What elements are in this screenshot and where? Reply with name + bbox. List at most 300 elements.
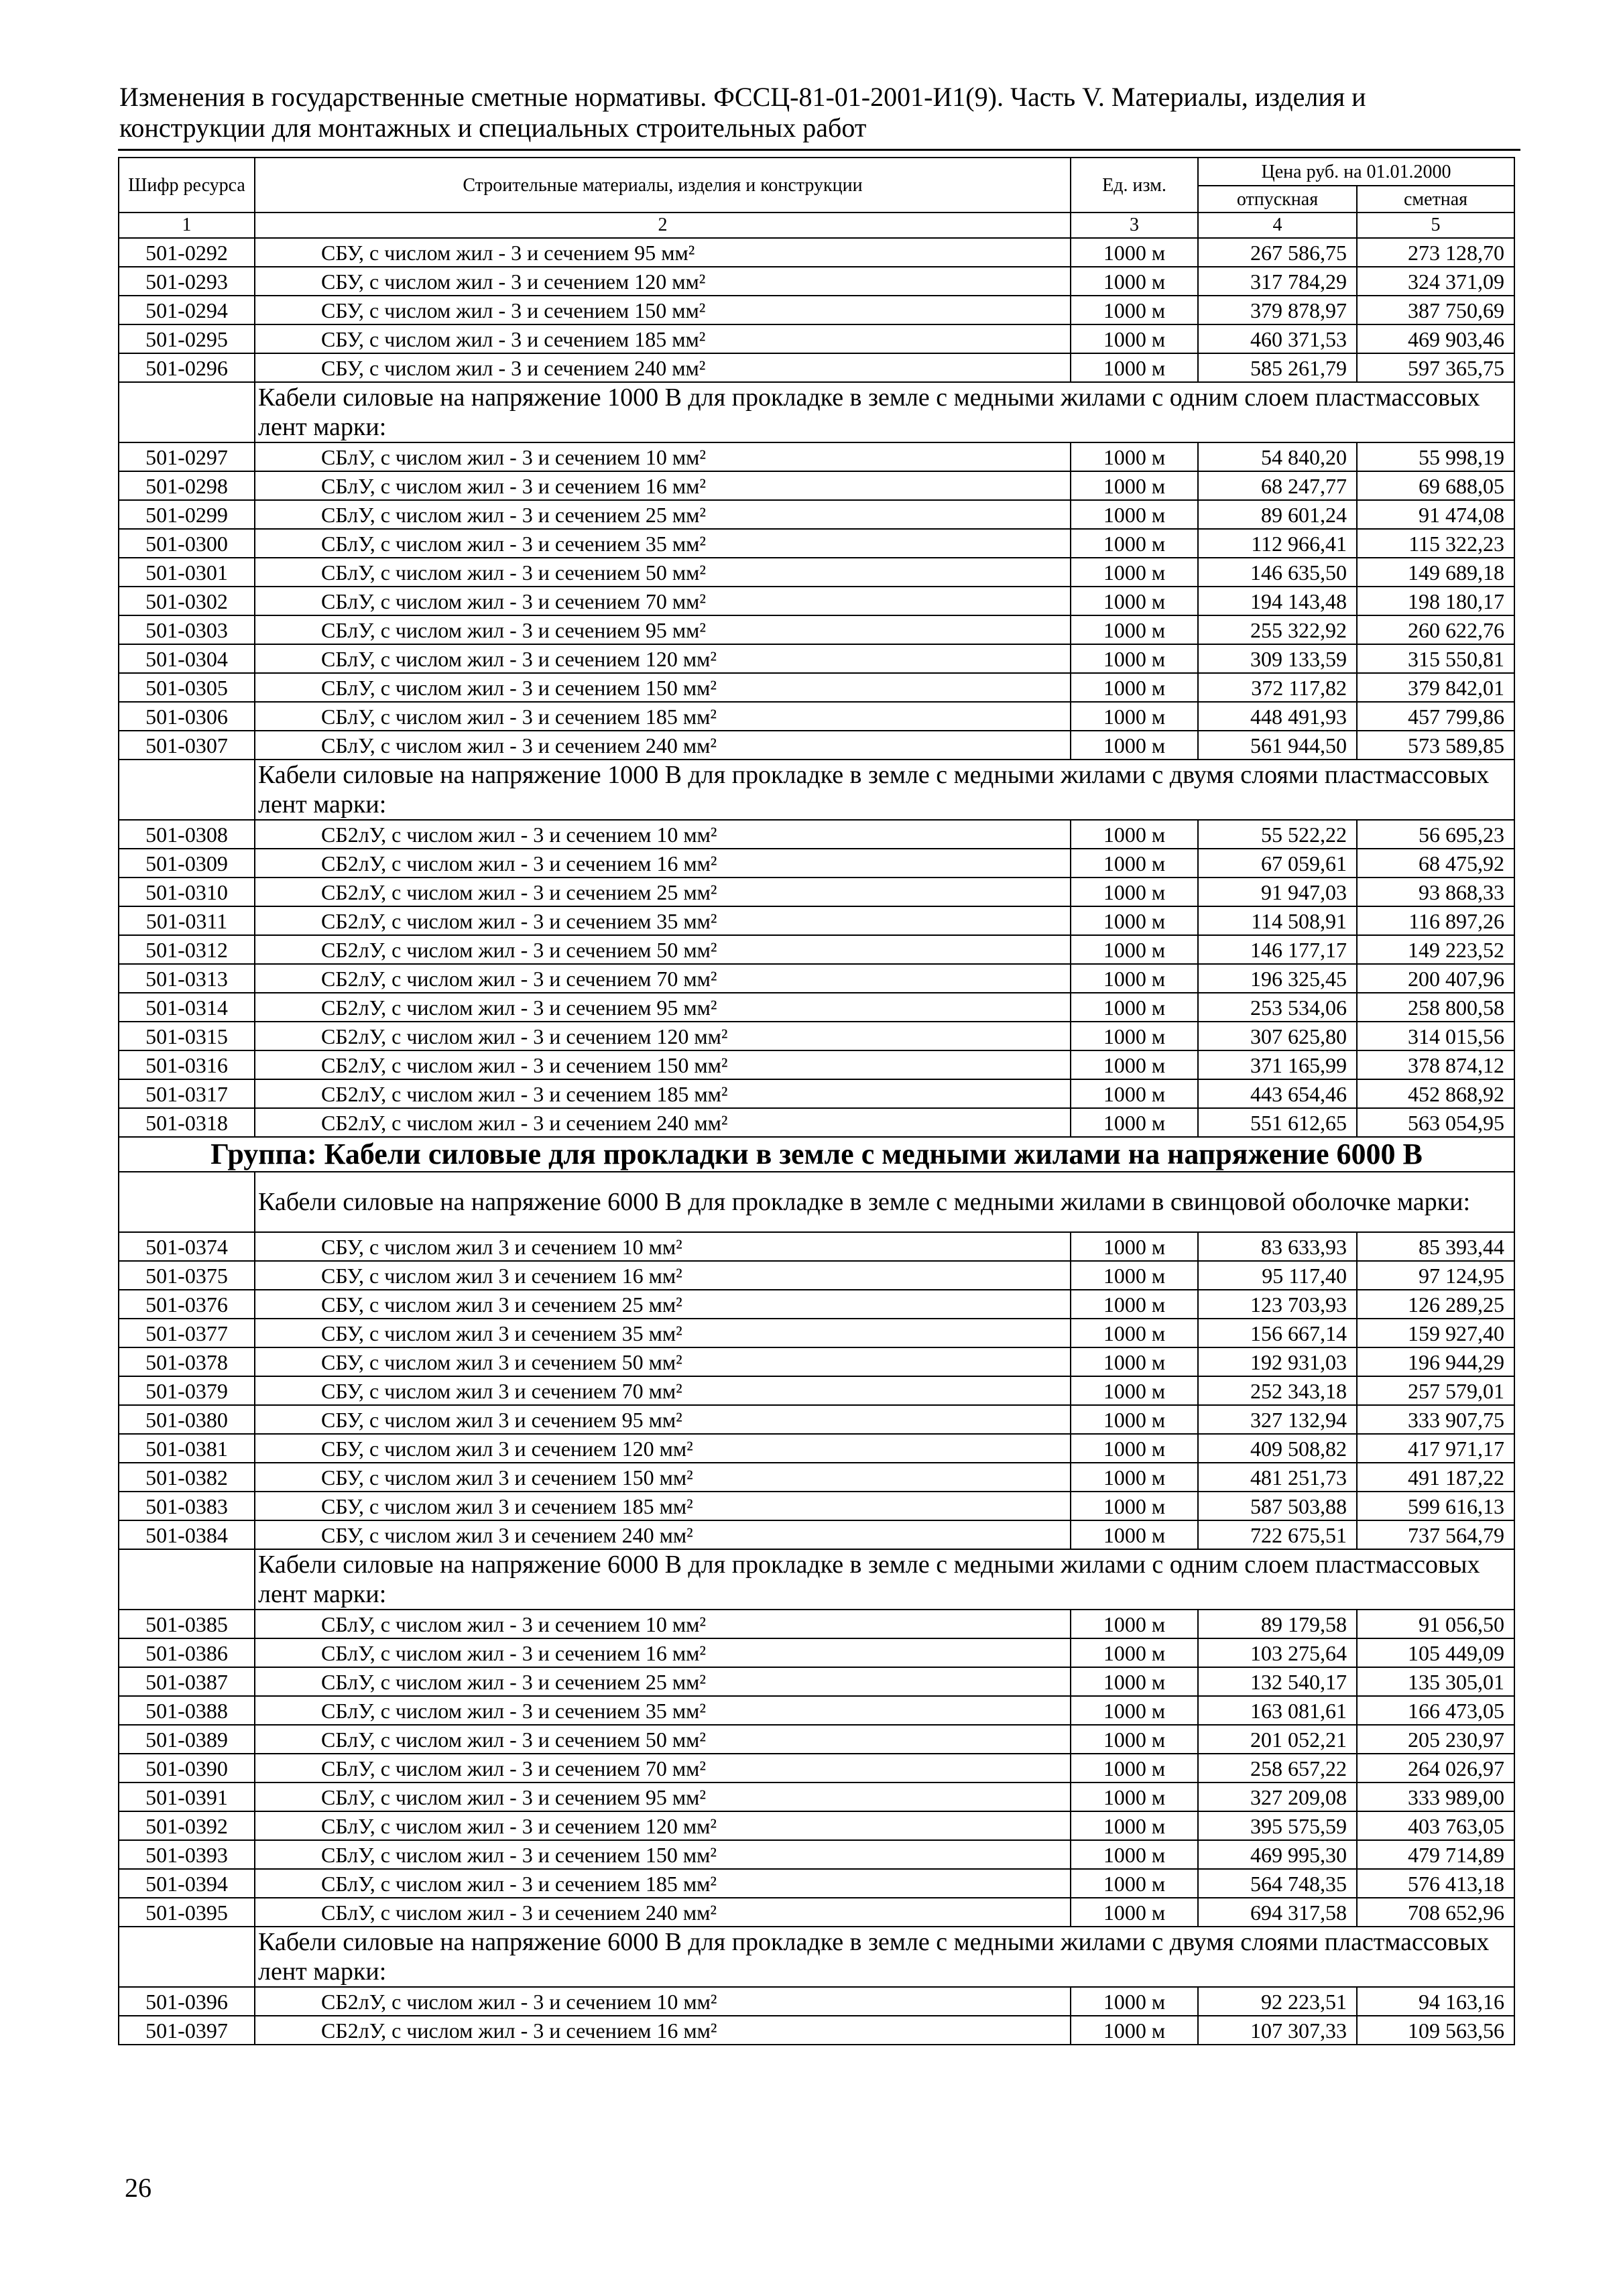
release-price-cell: 372 117,82: [1198, 673, 1357, 702]
unit-cell: 1000 м: [1071, 1232, 1198, 1261]
resource-code-cell: 501-0301: [119, 558, 255, 587]
estimate-price-cell: 135 305,01: [1357, 1667, 1514, 1696]
unit-cell: 1000 м: [1071, 558, 1198, 587]
table-row: [119, 1783, 1514, 1811]
header-line-1: Изменения в государственные сметные нормативы. ФССЦ-81-01-2001-И1(9). Часть V. Материалы, изделия и: [119, 82, 1366, 112]
release-price-cell: 201 052,21: [1198, 1725, 1357, 1754]
resource-code-cell: 501-0388: [119, 1696, 255, 1725]
estimate-price-cell: 166 473,05: [1357, 1696, 1514, 1725]
unit-cell: 1000 м: [1071, 1869, 1198, 1898]
estimate-price-cell: 708 652,96: [1357, 1898, 1514, 1927]
release-price-cell: 253 534,06: [1198, 993, 1357, 1022]
release-price-cell: 95 117,40: [1198, 1261, 1357, 1290]
section-heading: Кабели силовые на напряжение 1000 В для прокладке в земле с медными жилами с двумя слоями пластмассовых лент марки:: [255, 760, 1514, 820]
table-row: [119, 849, 1514, 878]
table-row: [119, 993, 1514, 1022]
resource-code-cell: 501-0306: [119, 702, 255, 731]
resource-code-cell: 501-0393: [119, 1840, 255, 1869]
section-heading: Кабели силовые на напряжение 6000 В для прокладке в земле с медными жилами с двумя слоями пластмассовых лент марки:: [255, 1927, 1514, 1987]
estimate-price-cell: 149 223,52: [1357, 935, 1514, 964]
material-name-cell: СБУ, с числом жил - 3 и сечением 120 мм²: [255, 267, 1071, 296]
estimate-price-cell: 85 393,44: [1357, 1232, 1514, 1261]
release-price-cell: 89 601,24: [1198, 500, 1357, 529]
estimate-price-cell: 196 944,29: [1357, 1347, 1514, 1376]
material-name-cell: СБ2лУ, с числом жил - 3 и сечением 185 мм²: [255, 1079, 1071, 1108]
table-row: [119, 1638, 1514, 1667]
resource-code-cell: 501-0302: [119, 587, 255, 615]
material-name-cell: СБлУ, с числом жил - 3 и сечением 185 мм²: [255, 702, 1071, 731]
section-row: [119, 382, 1514, 442]
release-price-cell: 255 322,92: [1198, 615, 1357, 644]
unit-cell: 1000 м: [1071, 2016, 1198, 2045]
estimate-price-cell: 599 616,13: [1357, 1492, 1514, 1520]
material-name-cell: СБ2лУ, с числом жил - 3 и сечением 25 мм²: [255, 878, 1071, 906]
resource-code-cell: 501-0315: [119, 1022, 255, 1050]
release-price-cell: 327 209,08: [1198, 1783, 1357, 1811]
material-name-cell: СБ2лУ, с числом жил - 3 и сечением 240 мм²: [255, 1108, 1071, 1137]
material-name-cell: СБ2лУ, с числом жил - 3 и сечением 10 мм²: [255, 1987, 1071, 2016]
unit-cell: 1000 м: [1071, 1434, 1198, 1463]
release-price-cell: 194 143,48: [1198, 587, 1357, 615]
col-header-code: Шифр ресурса: [119, 158, 255, 213]
unit-cell: 1000 м: [1071, 1492, 1198, 1520]
table-row: [119, 1290, 1514, 1319]
section-row: [119, 1172, 1514, 1232]
estimate-price-cell: 264 026,97: [1357, 1754, 1514, 1783]
estimate-price-cell: 257 579,01: [1357, 1376, 1514, 1405]
table-row: [119, 1898, 1514, 1927]
material-name-cell: СБУ, с числом жил 3 и сечением 16 мм²: [255, 1261, 1071, 1290]
material-name-cell: СБлУ, с числом жил - 3 и сечением 185 мм²: [255, 1869, 1071, 1898]
material-name-cell: СБ2лУ, с числом жил - 3 и сечением 50 мм²: [255, 935, 1071, 964]
table-row: [119, 1434, 1514, 1463]
table-row: [119, 1079, 1514, 1108]
release-price-cell: 89 179,58: [1198, 1610, 1357, 1638]
estimate-price-cell: 379 842,01: [1357, 673, 1514, 702]
table-row: [119, 964, 1514, 993]
resource-code-cell: 501-0396: [119, 1987, 255, 2016]
estimate-price-cell: 387 750,69: [1357, 296, 1514, 324]
unit-cell: 1000 м: [1071, 1290, 1198, 1319]
resource-code-cell: 501-0293: [119, 267, 255, 296]
section-heading: Кабели силовые на напряжение 6000 В для прокладке в земле с медными жилами с одним слоем пластмассовых лент марки:: [255, 1549, 1514, 1610]
estimate-price-cell: 315 550,81: [1357, 644, 1514, 673]
release-price-cell: 309 133,59: [1198, 644, 1357, 673]
material-name-cell: СБУ, с числом жил 3 и сечением 240 мм²: [255, 1520, 1071, 1549]
unit-cell: 1000 м: [1071, 1987, 1198, 2016]
resource-code-cell: 501-0303: [119, 615, 255, 644]
material-name-cell: СБлУ, с числом жил - 3 и сечением 50 мм²: [255, 558, 1071, 587]
material-name-cell: СБлУ, с числом жил - 3 и сечением 95 мм²: [255, 615, 1071, 644]
resource-code-cell: 501-0390: [119, 1754, 255, 1783]
release-price-cell: 267 586,75: [1198, 238, 1357, 267]
table-row: [119, 2016, 1514, 2045]
table-row: [119, 500, 1514, 529]
release-price-cell: 252 343,18: [1198, 1376, 1357, 1405]
material-name-cell: СБлУ, с числом жил - 3 и сечением 120 мм²: [255, 644, 1071, 673]
estimate-price-cell: 563 054,95: [1357, 1108, 1514, 1137]
material-name-cell: СБ2лУ, с числом жил - 3 и сечением 10 мм²: [255, 820, 1071, 849]
estimate-price-cell: 469 903,46: [1357, 324, 1514, 353]
col-header-price: Цена руб. на 01.01.2000: [1198, 158, 1514, 186]
unit-cell: 1000 м: [1071, 702, 1198, 731]
release-price-cell: 91 947,03: [1198, 878, 1357, 906]
material-name-cell: СБУ, с числом жил 3 и сечением 25 мм²: [255, 1290, 1071, 1319]
estimate-price-cell: 94 163,16: [1357, 1987, 1514, 2016]
material-name-cell: СБлУ, с числом жил - 3 и сечением 70 мм²: [255, 587, 1071, 615]
table-row: [119, 1610, 1514, 1638]
table-row: [119, 1667, 1514, 1696]
release-price-cell: 561 944,50: [1198, 731, 1357, 760]
estimate-price-cell: 91 474,08: [1357, 500, 1514, 529]
table-row: [119, 935, 1514, 964]
material-name-cell: СБлУ, с числом жил - 3 и сечением 95 мм²: [255, 1783, 1071, 1811]
unit-cell: 1000 м: [1071, 849, 1198, 878]
resource-code-cell: 501-0394: [119, 1869, 255, 1898]
header-line-2: конструкции для монтажных и специальных строительных работ: [119, 113, 867, 143]
price-table-body: [119, 158, 1514, 2045]
unit-cell: 1000 м: [1071, 442, 1198, 471]
document-header: [119, 82, 1527, 143]
table-row: [119, 644, 1514, 673]
unit-cell: 1000 м: [1071, 238, 1198, 267]
unit-cell: 1000 м: [1071, 471, 1198, 500]
resource-code-cell: 501-0308: [119, 820, 255, 849]
unit-cell: 1000 м: [1071, 673, 1198, 702]
resource-code-cell: 501-0374: [119, 1232, 255, 1261]
material-name-cell: СБУ, с числом жил 3 и сечением 150 мм²: [255, 1463, 1071, 1492]
resource-code-cell: 501-0383: [119, 1492, 255, 1520]
resource-code-cell: 501-0307: [119, 731, 255, 760]
table-row: [119, 324, 1514, 353]
unit-cell: 1000 м: [1071, 1520, 1198, 1549]
unit-cell: 1000 м: [1071, 1079, 1198, 1108]
release-price-cell: 146 635,50: [1198, 558, 1357, 587]
estimate-price-cell: 97 124,95: [1357, 1261, 1514, 1290]
material-name-cell: СБлУ, с числом жил - 3 и сечением 16 мм²: [255, 471, 1071, 500]
table-row: [119, 587, 1514, 615]
estimate-price-cell: 93 868,33: [1357, 878, 1514, 906]
table-row: [119, 1319, 1514, 1347]
resource-code-cell: 501-0380: [119, 1405, 255, 1434]
column-number: 2: [255, 213, 1071, 238]
column-number: 4: [1198, 213, 1357, 238]
material-name-cell: СБУ, с числом жил - 3 и сечением 150 мм²: [255, 296, 1071, 324]
estimate-price-cell: 69 688,05: [1357, 471, 1514, 500]
estimate-price-cell: 333 989,00: [1357, 1783, 1514, 1811]
release-price-cell: 123 703,93: [1198, 1290, 1357, 1319]
estimate-price-cell: 273 128,70: [1357, 238, 1514, 267]
estimate-price-cell: 573 589,85: [1357, 731, 1514, 760]
resource-code-cell: 501-0377: [119, 1319, 255, 1347]
table-row: [119, 1261, 1514, 1290]
resource-code-cell: 501-0313: [119, 964, 255, 993]
estimate-price-cell: 200 407,96: [1357, 964, 1514, 993]
table-row: [119, 702, 1514, 731]
material-name-cell: СБ2лУ, с числом жил - 3 и сечением 95 мм²: [255, 993, 1071, 1022]
column-number-row: [119, 213, 1514, 238]
unit-cell: 1000 м: [1071, 1376, 1198, 1405]
resource-code-cell: 501-0309: [119, 849, 255, 878]
unit-cell: 1000 м: [1071, 878, 1198, 906]
resource-code-cell: 501-0379: [119, 1376, 255, 1405]
material-name-cell: СБ2лУ, с числом жил - 3 и сечением 35 мм²: [255, 906, 1071, 935]
unit-cell: 1000 м: [1071, 1463, 1198, 1492]
table-row: [119, 471, 1514, 500]
table-row: [119, 820, 1514, 849]
table-row: [119, 1811, 1514, 1840]
estimate-price-cell: 403 763,05: [1357, 1811, 1514, 1840]
table-row: [119, 1347, 1514, 1376]
section-heading: Кабели силовые на напряжение 1000 В для прокладке в земле с медными жилами с одним слоем пластмассовых лент марки:: [255, 382, 1514, 442]
table-row: [119, 1463, 1514, 1492]
release-price-cell: 469 995,30: [1198, 1840, 1357, 1869]
table-row: [119, 906, 1514, 935]
resource-code-cell: 501-0387: [119, 1667, 255, 1696]
resource-code-cell: 501-0316: [119, 1050, 255, 1079]
table-row: [119, 878, 1514, 906]
resource-code-cell: 501-0376: [119, 1290, 255, 1319]
estimate-price-cell: 258 800,58: [1357, 993, 1514, 1022]
release-price-cell: 54 840,20: [1198, 442, 1357, 471]
group-row: [119, 1137, 1514, 1172]
estimate-price-cell: 205 230,97: [1357, 1725, 1514, 1754]
release-price-cell: 460 371,53: [1198, 324, 1357, 353]
table-row: [119, 442, 1514, 471]
resource-code-cell: 501-0311: [119, 906, 255, 935]
material-name-cell: СБлУ, с числом жил - 3 и сечением 35 мм²: [255, 1696, 1071, 1725]
resource-code-cell: 501-0312: [119, 935, 255, 964]
unit-cell: 1000 м: [1071, 615, 1198, 644]
resource-code-cell: 501-0296: [119, 353, 255, 382]
resource-code-cell: 501-0292: [119, 238, 255, 267]
material-name-cell: СБлУ, с числом жил - 3 и сечением 70 мм²: [255, 1754, 1071, 1783]
empty-code-cell: [119, 1927, 255, 1987]
material-name-cell: СБУ, с числом жил 3 и сечением 95 мм²: [255, 1405, 1071, 1434]
material-name-cell: СБлУ, с числом жил - 3 и сечением 150 мм²: [255, 1840, 1071, 1869]
release-price-cell: 564 748,35: [1198, 1869, 1357, 1898]
release-price-cell: 107 307,33: [1198, 2016, 1357, 2045]
unit-cell: 1000 м: [1071, 500, 1198, 529]
col-header-release: отпускная: [1198, 186, 1357, 213]
material-name-cell: СБлУ, с числом жил - 3 и сечением 10 мм²: [255, 442, 1071, 471]
empty-code-cell: [119, 760, 255, 820]
release-price-cell: 92 223,51: [1198, 1987, 1357, 2016]
estimate-price-cell: 105 449,09: [1357, 1638, 1514, 1667]
release-price-cell: 163 081,61: [1198, 1696, 1357, 1725]
release-price-cell: 443 654,46: [1198, 1079, 1357, 1108]
column-number: 5: [1357, 213, 1514, 238]
material-name-cell: СБ2лУ, с числом жил - 3 и сечением 150 мм²: [255, 1050, 1071, 1079]
release-price-cell: 83 633,93: [1198, 1232, 1357, 1261]
material-name-cell: СБУ, с числом жил 3 и сечением 120 мм²: [255, 1434, 1071, 1463]
col-header-estimate: сметная: [1357, 186, 1514, 213]
unit-cell: 1000 м: [1071, 353, 1198, 382]
table-row: [119, 1108, 1514, 1137]
material-name-cell: СБ2лУ, с числом жил - 3 и сечением 120 мм²: [255, 1022, 1071, 1050]
estimate-price-cell: 260 622,76: [1357, 615, 1514, 644]
table-row: [119, 267, 1514, 296]
resource-code-cell: 501-0384: [119, 1520, 255, 1549]
material-name-cell: СБлУ, с числом жил - 3 и сечением 240 мм²: [255, 731, 1071, 760]
release-price-cell: 585 261,79: [1198, 353, 1357, 382]
estimate-price-cell: 314 015,56: [1357, 1022, 1514, 1050]
release-price-cell: 481 251,73: [1198, 1463, 1357, 1492]
unit-cell: 1000 м: [1071, 1261, 1198, 1290]
unit-cell: 1000 м: [1071, 1405, 1198, 1434]
estimate-price-cell: 333 907,75: [1357, 1405, 1514, 1434]
material-name-cell: СБлУ, с числом жил - 3 и сечением 240 мм²: [255, 1898, 1071, 1927]
unit-cell: 1000 м: [1071, 964, 1198, 993]
table-row: [119, 1987, 1514, 2016]
release-price-cell: 192 931,03: [1198, 1347, 1357, 1376]
material-name-cell: СБУ, с числом жил - 3 и сечением 240 мм²: [255, 353, 1071, 382]
table-row: [119, 1869, 1514, 1898]
table-row: [119, 238, 1514, 267]
resource-code-cell: 501-0310: [119, 878, 255, 906]
group-heading: Группа: Кабели силовые для прокладки в земле с медными жилами на напряжение 6000 В: [119, 1137, 1514, 1172]
unit-cell: 1000 м: [1071, 1108, 1198, 1137]
estimate-price-cell: 479 714,89: [1357, 1840, 1514, 1869]
estimate-price-cell: 576 413,18: [1357, 1869, 1514, 1898]
estimate-price-cell: 159 927,40: [1357, 1319, 1514, 1347]
release-price-cell: 587 503,88: [1198, 1492, 1357, 1520]
release-price-cell: 722 675,51: [1198, 1520, 1357, 1549]
table-row: [119, 529, 1514, 558]
material-name-cell: СБлУ, с числом жил - 3 и сечением 16 мм²: [255, 1638, 1071, 1667]
release-price-cell: 379 878,97: [1198, 296, 1357, 324]
estimate-price-cell: 116 897,26: [1357, 906, 1514, 935]
unit-cell: 1000 м: [1071, 587, 1198, 615]
resource-code-cell: 501-0305: [119, 673, 255, 702]
column-number: 1: [119, 213, 255, 238]
resource-code-cell: 501-0389: [119, 1725, 255, 1754]
release-price-cell: 67 059,61: [1198, 849, 1357, 878]
release-price-cell: 327 132,94: [1198, 1405, 1357, 1434]
release-price-cell: 114 508,91: [1198, 906, 1357, 935]
release-price-cell: 409 508,82: [1198, 1434, 1357, 1463]
table-row: [119, 1754, 1514, 1783]
release-price-cell: 196 325,45: [1198, 964, 1357, 993]
resource-code-cell: 501-0392: [119, 1811, 255, 1840]
material-name-cell: СБ2лУ, с числом жил - 3 и сечением 70 мм²: [255, 964, 1071, 993]
material-name-cell: СБУ, с числом жил 3 и сечением 185 мм²: [255, 1492, 1071, 1520]
release-price-cell: 156 667,14: [1198, 1319, 1357, 1347]
estimate-price-cell: 68 475,92: [1357, 849, 1514, 878]
table-row: [119, 1520, 1514, 1549]
material-name-cell: СБУ, с числом жил 3 и сечением 50 мм²: [255, 1347, 1071, 1376]
unit-cell: 1000 м: [1071, 1696, 1198, 1725]
resource-code-cell: 501-0382: [119, 1463, 255, 1492]
table-row: [119, 615, 1514, 644]
estimate-price-cell: 91 056,50: [1357, 1610, 1514, 1638]
table-row: [119, 1050, 1514, 1079]
unit-cell: 1000 м: [1071, 1022, 1198, 1050]
resource-code-cell: 501-0304: [119, 644, 255, 673]
release-price-cell: 307 625,80: [1198, 1022, 1357, 1050]
resource-code-cell: 501-0299: [119, 500, 255, 529]
resource-code-cell: 501-0378: [119, 1347, 255, 1376]
unit-cell: 1000 м: [1071, 906, 1198, 935]
resource-code-cell: 501-0300: [119, 529, 255, 558]
unit-cell: 1000 м: [1071, 935, 1198, 964]
estimate-price-cell: 491 187,22: [1357, 1463, 1514, 1492]
release-price-cell: 395 575,59: [1198, 1811, 1357, 1840]
material-name-cell: СБУ, с числом жил - 3 и сечением 95 мм²: [255, 238, 1071, 267]
release-price-cell: 146 177,17: [1198, 935, 1357, 964]
table-row: [119, 1696, 1514, 1725]
material-name-cell: СБ2лУ, с числом жил - 3 и сечением 16 мм²: [255, 849, 1071, 878]
material-name-cell: СБлУ, с числом жил - 3 и сечением 150 мм²: [255, 673, 1071, 702]
material-name-cell: СБлУ, с числом жил - 3 и сечением 120 мм²: [255, 1811, 1071, 1840]
resource-code-cell: 501-0294: [119, 296, 255, 324]
estimate-price-cell: 55 998,19: [1357, 442, 1514, 471]
resource-code-cell: 501-0391: [119, 1783, 255, 1811]
resource-code-cell: 501-0381: [119, 1434, 255, 1463]
estimate-price-cell: 149 689,18: [1357, 558, 1514, 587]
estimate-price-cell: 737 564,79: [1357, 1520, 1514, 1549]
resource-code-cell: 501-0375: [119, 1261, 255, 1290]
material-name-cell: СБлУ, с числом жил - 3 и сечением 10 мм²: [255, 1610, 1071, 1638]
table-row: [119, 558, 1514, 587]
col-header-name: Строительные материалы, изделия и конструкции: [255, 158, 1071, 213]
table-row: [119, 673, 1514, 702]
resource-code-cell: 501-0317: [119, 1079, 255, 1108]
empty-code-cell: [119, 1549, 255, 1610]
table-row: [119, 1492, 1514, 1520]
unit-cell: 1000 м: [1071, 324, 1198, 353]
release-price-cell: 55 522,22: [1198, 820, 1357, 849]
release-price-cell: 551 612,65: [1198, 1108, 1357, 1137]
unit-cell: 1000 м: [1071, 1811, 1198, 1840]
table-row: [119, 731, 1514, 760]
section-row: [119, 1549, 1514, 1610]
resource-code-cell: 501-0295: [119, 324, 255, 353]
estimate-price-cell: 417 971,17: [1357, 1434, 1514, 1463]
estimate-price-cell: 457 799,86: [1357, 702, 1514, 731]
release-price-cell: 132 540,17: [1198, 1667, 1357, 1696]
resource-code-cell: 501-0297: [119, 442, 255, 471]
unit-cell: 1000 м: [1071, 1638, 1198, 1667]
material-name-cell: СБУ, с числом жил 3 и сечением 70 мм²: [255, 1376, 1071, 1405]
unit-cell: 1000 м: [1071, 1898, 1198, 1927]
material-name-cell: СБ2лУ, с числом жил - 3 и сечением 16 мм²: [255, 2016, 1071, 2045]
section-row: [119, 1927, 1514, 1987]
release-price-cell: 68 247,77: [1198, 471, 1357, 500]
estimate-price-cell: 126 289,25: [1357, 1290, 1514, 1319]
resource-code-cell: 501-0395: [119, 1898, 255, 1927]
table-row: [119, 353, 1514, 382]
unit-cell: 1000 м: [1071, 296, 1198, 324]
estimate-price-cell: 109 563,56: [1357, 2016, 1514, 2045]
table-row: [119, 1022, 1514, 1050]
column-number: 3: [1071, 213, 1198, 238]
col-header-unit: Ед. изм.: [1071, 158, 1198, 213]
material-name-cell: СБлУ, с числом жил - 3 и сечением 50 мм²: [255, 1725, 1071, 1754]
resource-code-cell: 501-0386: [119, 1638, 255, 1667]
material-name-cell: СБлУ, с числом жил - 3 и сечением 35 мм²: [255, 529, 1071, 558]
section-row: [119, 760, 1514, 820]
estimate-price-cell: 452 868,92: [1357, 1079, 1514, 1108]
price-table: [118, 157, 1515, 2045]
resource-code-cell: 501-0397: [119, 2016, 255, 2045]
release-price-cell: 371 165,99: [1198, 1050, 1357, 1079]
material-name-cell: СБУ, с числом жил 3 и сечением 10 мм²: [255, 1232, 1071, 1261]
empty-code-cell: [119, 382, 255, 442]
header-rule: [118, 149, 1520, 151]
unit-cell: 1000 м: [1071, 267, 1198, 296]
unit-cell: 1000 м: [1071, 644, 1198, 673]
